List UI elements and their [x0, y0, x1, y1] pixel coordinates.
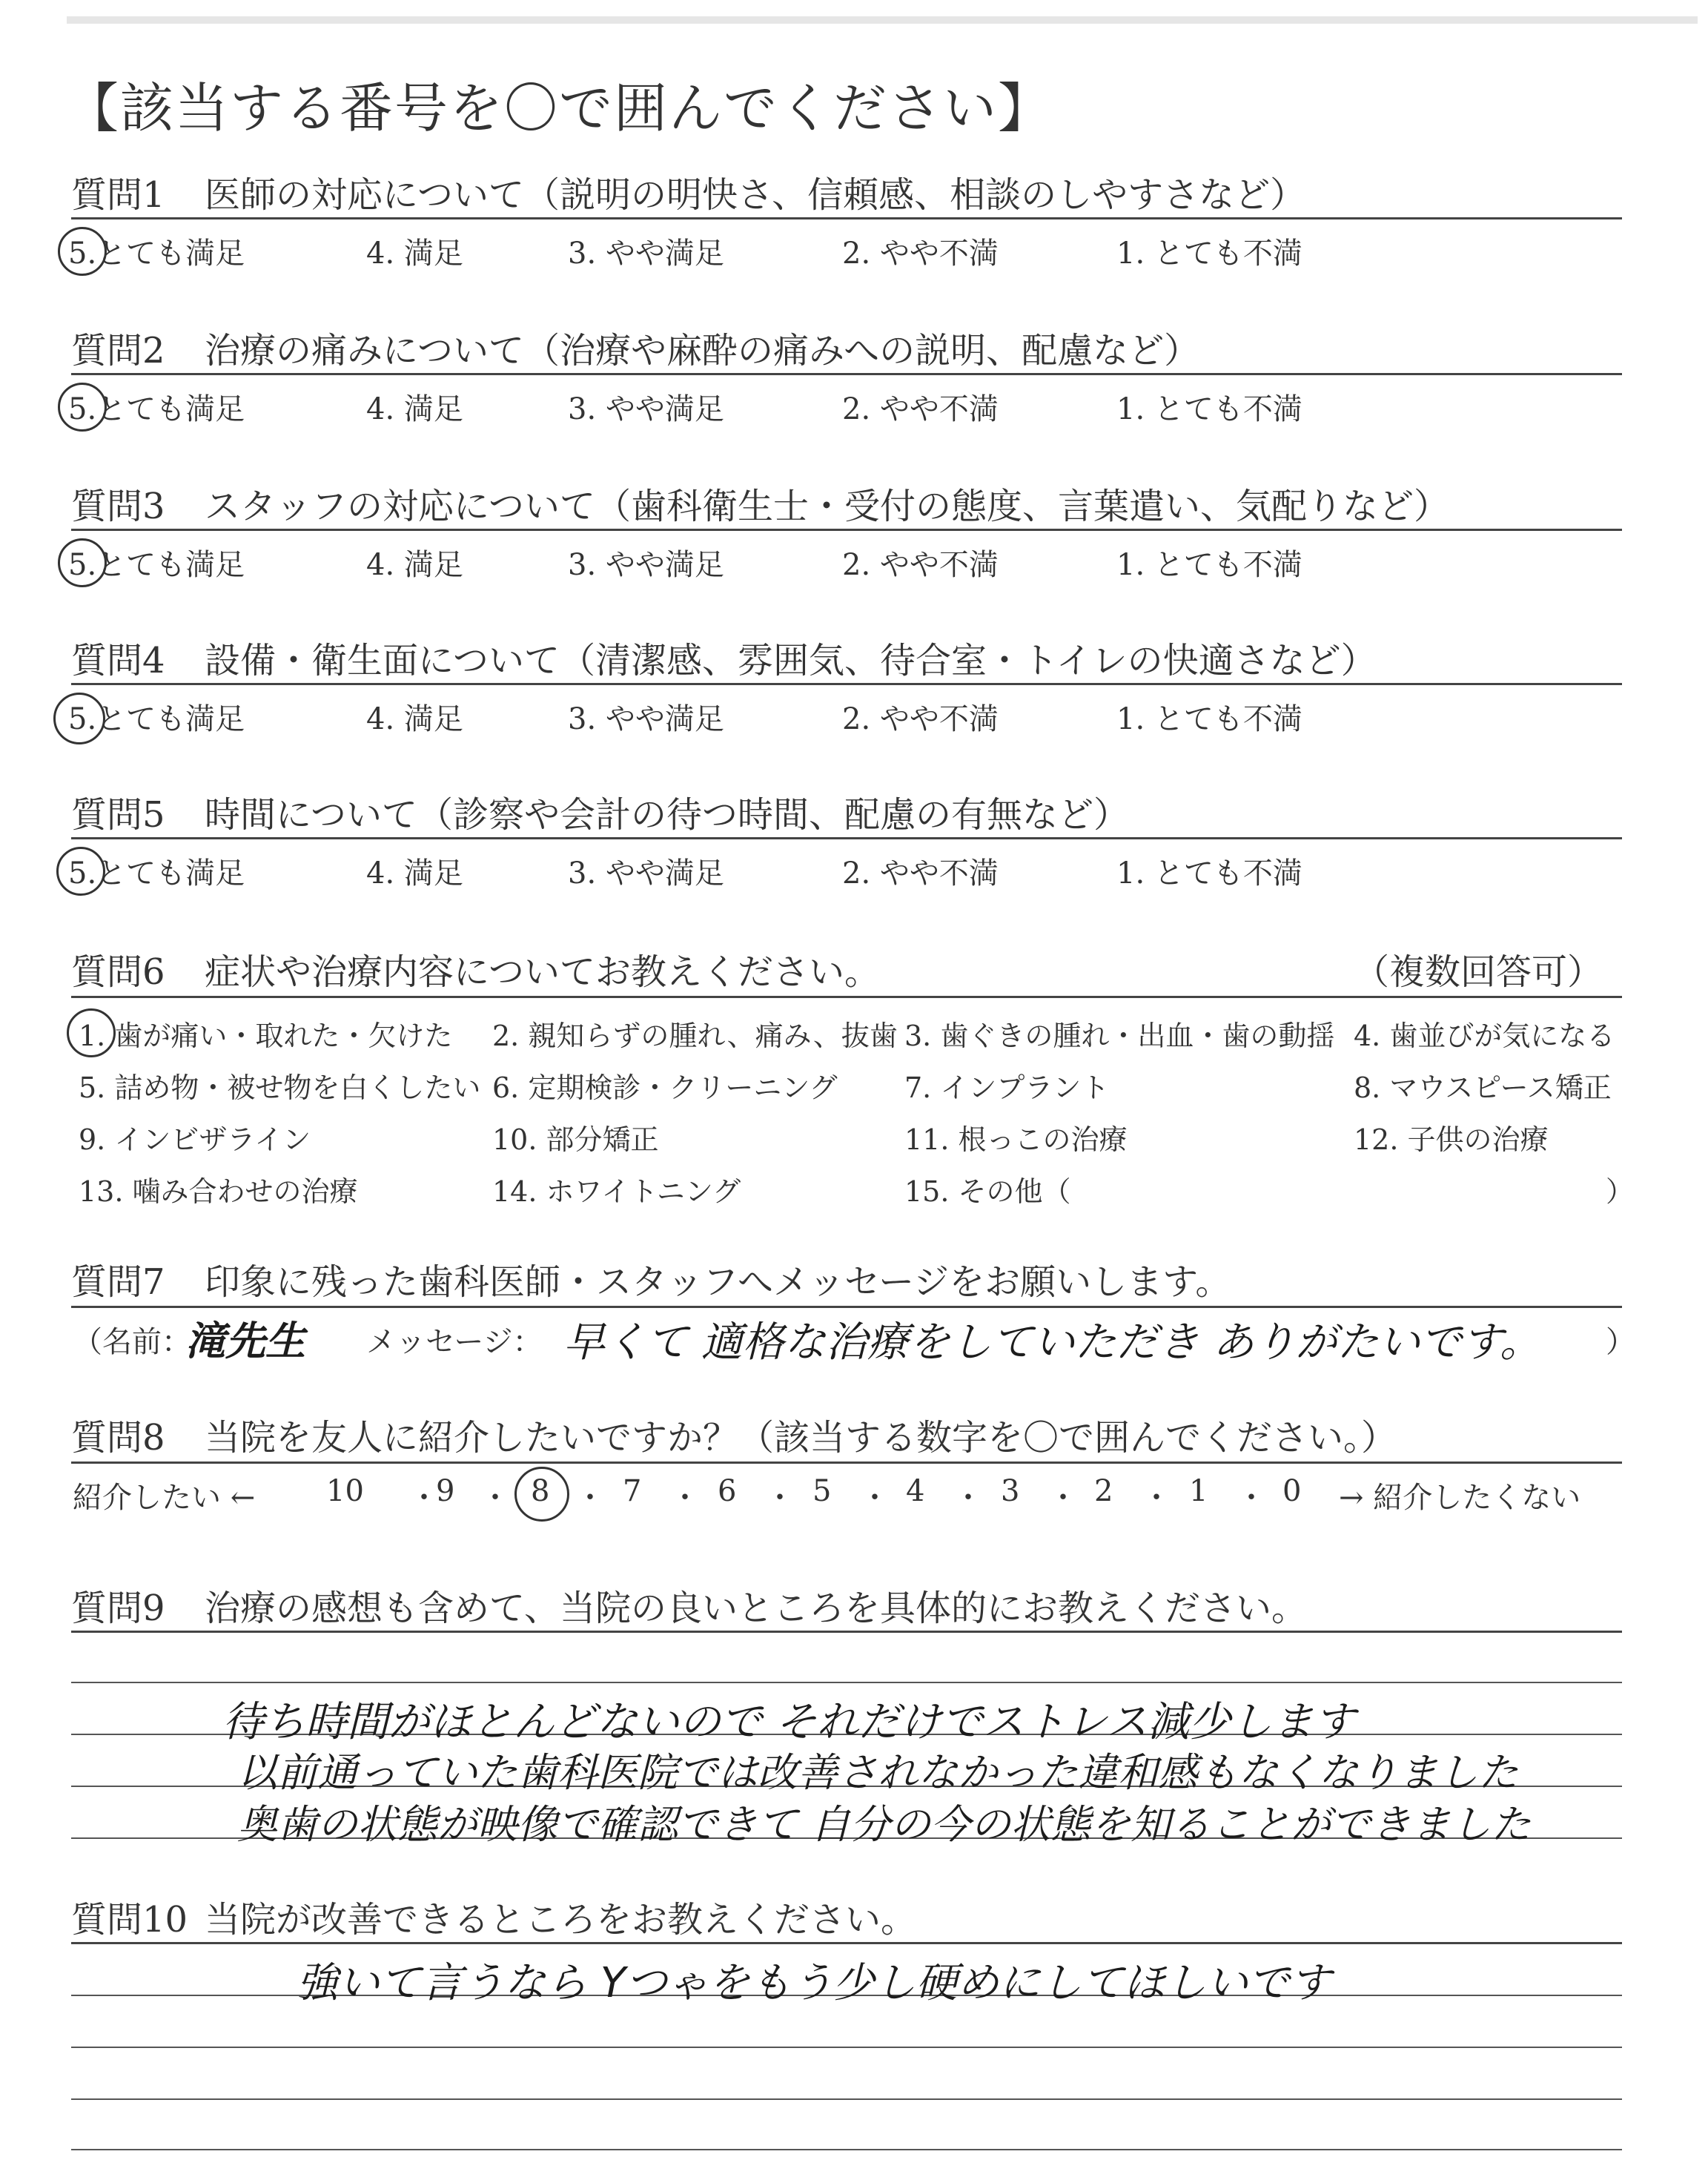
- q8-scale-3[interactable]: 3: [1001, 1474, 1020, 1508]
- q4-option-1[interactable]: 1. とても不満: [1116, 702, 1302, 736]
- top-edge-line: [67, 16, 1698, 24]
- q6-option-12[interactable]: 12. 子供の治療: [1354, 1123, 1549, 1156]
- q6-selection-circle: [67, 1008, 116, 1057]
- q2-option-2[interactable]: 2. やや不満: [842, 392, 999, 426]
- q8-dot: ・: [1048, 1481, 1078, 1515]
- q3-option-5[interactable]: 5.とても満足: [68, 548, 245, 582]
- q3-option-2[interactable]: 2. やや不満: [842, 548, 999, 582]
- q10-answer-line: [71, 2047, 1622, 2048]
- q3-option-1[interactable]: 1. とても不満: [1116, 548, 1302, 582]
- q3-option-3[interactable]: 3. やや満足: [568, 548, 724, 582]
- question-2-number: 質問2: [71, 330, 165, 371]
- q8-right-label: → 紹介したくない: [1339, 1481, 1581, 1515]
- q6-option-1[interactable]: 1. 歯が痛い・取れた・欠けた: [79, 1020, 453, 1052]
- question-7-rule: [71, 1306, 1622, 1308]
- q6-option-14[interactable]: 14. ホワイトニング: [492, 1175, 741, 1208]
- q6-option-4[interactable]: 4. 歯並びが気になる: [1354, 1020, 1615, 1052]
- question-5-title: [71, 786, 1129, 837]
- q8-scale-4[interactable]: 4: [906, 1474, 925, 1508]
- q3-option-4[interactable]: 4. 満足: [366, 548, 463, 582]
- q8-dot: ・: [670, 1481, 700, 1515]
- q3-selection-circle: [58, 538, 107, 587]
- q8-dot: ・: [480, 1481, 510, 1515]
- q8-scale-5[interactable]: 5: [812, 1474, 832, 1508]
- question-4-rule: [71, 683, 1622, 685]
- q10-answer-line: [71, 2098, 1622, 2100]
- question-6-text: 症状や治療内容についてお教えください。: [205, 951, 881, 993]
- q8-scale-8[interactable]: 8: [531, 1474, 550, 1508]
- q4-option-4[interactable]: 4. 満足: [366, 702, 463, 736]
- q2-selection-circle: [58, 383, 107, 432]
- question-1-text: 医師の対応について（説明の明快さ、信頼感、相談のしやすさなど）: [205, 174, 1306, 216]
- q8-scale-0[interactable]: 0: [1282, 1474, 1302, 1508]
- question-8-rule: [71, 1462, 1622, 1464]
- question-9-rule: [71, 1631, 1622, 1633]
- q6-option-15-close: ）: [1606, 1175, 1635, 1208]
- question-6-note: （複数回答可）: [1354, 951, 1603, 993]
- q8-scale-7[interactable]: 7: [623, 1474, 642, 1508]
- question-4-text: 設備・衛生面について（清潔感、雰囲気、待合室・トイレの快適さなど）: [205, 640, 1377, 681]
- q8-scale-2[interactable]: 2: [1094, 1474, 1113, 1508]
- q7-message-value[interactable]: 早くて 適格な治療をしていただき ありがたいです。: [563, 1318, 1542, 1367]
- q6-option-2[interactable]: 2. 親知らずの腫れ、痛み、抜歯: [492, 1020, 898, 1052]
- q9-answer-1[interactable]: 待ち時間がほとんどないので それだけでストレス減少します: [222, 1698, 1356, 1746]
- question-9-title: [71, 1579, 1307, 1631]
- q1-option-2[interactable]: 2. やや不満: [842, 237, 999, 271]
- question-2-title: [71, 322, 1199, 373]
- question-3-number: 質問3: [71, 486, 165, 527]
- q6-option-8[interactable]: 8. マウスピース矯正: [1354, 1071, 1612, 1104]
- q5-option-3[interactable]: 3. やや満足: [568, 856, 724, 891]
- question-1-rule: [71, 217, 1622, 219]
- question-6-rule: [71, 996, 1622, 998]
- question-9-number: 質問9: [71, 1588, 165, 1629]
- q5-option-1[interactable]: 1. とても不満: [1116, 856, 1302, 891]
- q8-scale-10[interactable]: 10: [326, 1474, 364, 1508]
- q8-dot: ・: [953, 1481, 983, 1515]
- q2-option-4[interactable]: 4. 満足: [366, 392, 463, 426]
- question-7-text: 印象に残った歯科医師・スタッフへメッセージをお願いします。: [205, 1261, 1231, 1303]
- question-2-text: 治療の痛みについて（治療や麻酔の痛みへの説明、配慮など）: [205, 330, 1200, 371]
- question-1-title: [71, 166, 1305, 217]
- q8-scale-1[interactable]: 1: [1189, 1474, 1208, 1508]
- question-2-rule: [71, 373, 1622, 375]
- q9-answer-2[interactable]: 以前通っていた歯科医院では改善されなかった違和感もなくなりました: [237, 1749, 1518, 1796]
- question-9-text: 治療の感想も含めて、当院の良いところを具体的にお教えください。: [205, 1588, 1308, 1629]
- q9-answer-3[interactable]: 奥歯の状態が映像で確認できて 自分の今の状態を知ることができました: [237, 1801, 1532, 1848]
- instruction-heading: 【該当する番号を〇で囲んでください】: [65, 77, 1053, 139]
- q8-dot: ・: [765, 1481, 795, 1515]
- question-5-text: 時間について（診察や会計の待つ時間、配慮の有無など）: [205, 794, 1130, 836]
- question-3-text: スタッフの対応について（歯科衛生士・受付の態度、言葉遣い、気配りなど）: [205, 486, 1450, 527]
- q1-selection-circle: [58, 227, 107, 276]
- q10-answer-line: [71, 2149, 1622, 2150]
- q5-option-2[interactable]: 2. やや不満: [842, 856, 999, 891]
- q2-option-1[interactable]: 1. とても不満: [1116, 392, 1302, 426]
- q9-answer-line: [71, 1682, 1622, 1683]
- q8-left-label: 紹介したい ←: [73, 1481, 256, 1515]
- question-7-number: 質問7: [71, 1261, 165, 1303]
- q8-dot: ・: [1142, 1481, 1171, 1515]
- question-7-title: [71, 1253, 1231, 1304]
- question-3-rule: [71, 529, 1622, 531]
- q6-option-9[interactable]: 9. インビザライン: [79, 1123, 311, 1156]
- q1-option-4[interactable]: 4. 満足: [366, 237, 463, 271]
- q7-name-value[interactable]: 滝先生: [185, 1318, 305, 1364]
- q5-option-4[interactable]: 4. 満足: [366, 856, 463, 891]
- q8-dot: ・: [1237, 1481, 1266, 1515]
- q6-option-6[interactable]: 6. 定期検診・クリーニング: [492, 1071, 838, 1104]
- q1-option-1[interactable]: 1. とても不満: [1116, 237, 1302, 271]
- q8-selection-circle: [514, 1467, 569, 1522]
- question-6-title: [71, 943, 880, 994]
- question-8-number: 質問8: [71, 1417, 165, 1459]
- q2-option-3[interactable]: 3. やや満足: [568, 392, 724, 426]
- q7-message-label: メッセージ：: [366, 1325, 543, 1359]
- question-4-number: 質問4: [71, 640, 165, 681]
- question-5-rule: [71, 837, 1622, 839]
- q5-selection-circle: [56, 847, 105, 896]
- q8-dot: ・: [575, 1481, 605, 1515]
- q6-option-3[interactable]: 3. 歯ぐきの腫れ・出血・歯の動揺: [904, 1020, 1335, 1052]
- question-5-number: 質問5: [71, 794, 165, 836]
- q4-option-3[interactable]: 3. やや満足: [568, 702, 724, 736]
- question-8-text: 当院を友人に紹介したいですか？（該当する数字を〇で囲んでください。）: [205, 1417, 1397, 1459]
- question-4-title: [71, 632, 1377, 683]
- q4-option-5[interactable]: 5.とても満足: [68, 702, 245, 736]
- q7-name-label: （名前：: [73, 1325, 191, 1359]
- q1-option-5[interactable]: 5.とても満足: [68, 237, 245, 271]
- question-10-number: 質問10: [71, 1899, 188, 1941]
- q6-option-11[interactable]: 11. 根っこの治療: [904, 1123, 1128, 1156]
- question-6-number: 質問6: [71, 951, 165, 993]
- question-1-number: 質問1: [71, 174, 165, 216]
- question-8-title: [71, 1409, 1397, 1460]
- question-10-text: 当院が改善できるところをお教えください。: [205, 1899, 917, 1941]
- q6-option-13[interactable]: 13. 噛み合わせの治療: [79, 1175, 358, 1208]
- question-10-title: [71, 1891, 916, 1942]
- q6-option-7[interactable]: 7. インプラント: [904, 1071, 1110, 1104]
- q6-option-15[interactable]: 15. その他（: [904, 1175, 1071, 1208]
- q8-scale-6[interactable]: 6: [718, 1474, 737, 1508]
- q6-option-5[interactable]: 5. 詰め物・被せ物を白くしたい: [79, 1071, 481, 1104]
- question-3-title: [71, 478, 1449, 529]
- question-10-rule: [71, 1942, 1622, 1944]
- q5-option-5[interactable]: 5.とても満足: [68, 856, 245, 891]
- q10-answer-1[interactable]: 強いて言うなら Yつゃをもう少し硬めにしてほしいです: [297, 1959, 1331, 2007]
- q8-scale-9[interactable]: 9: [436, 1474, 455, 1508]
- q6-option-10[interactable]: 10. 部分矯正: [492, 1123, 659, 1156]
- q7-close-paren: ）: [1606, 1325, 1635, 1359]
- q4-selection-circle: [53, 693, 105, 744]
- q2-option-5[interactable]: 5.とても満足: [68, 392, 245, 426]
- q8-dot: ・: [860, 1481, 890, 1515]
- q4-option-2[interactable]: 2. やや不満: [842, 702, 999, 736]
- q1-option-3[interactable]: 3. やや満足: [568, 237, 724, 271]
- q8-dot: ・: [409, 1481, 439, 1515]
